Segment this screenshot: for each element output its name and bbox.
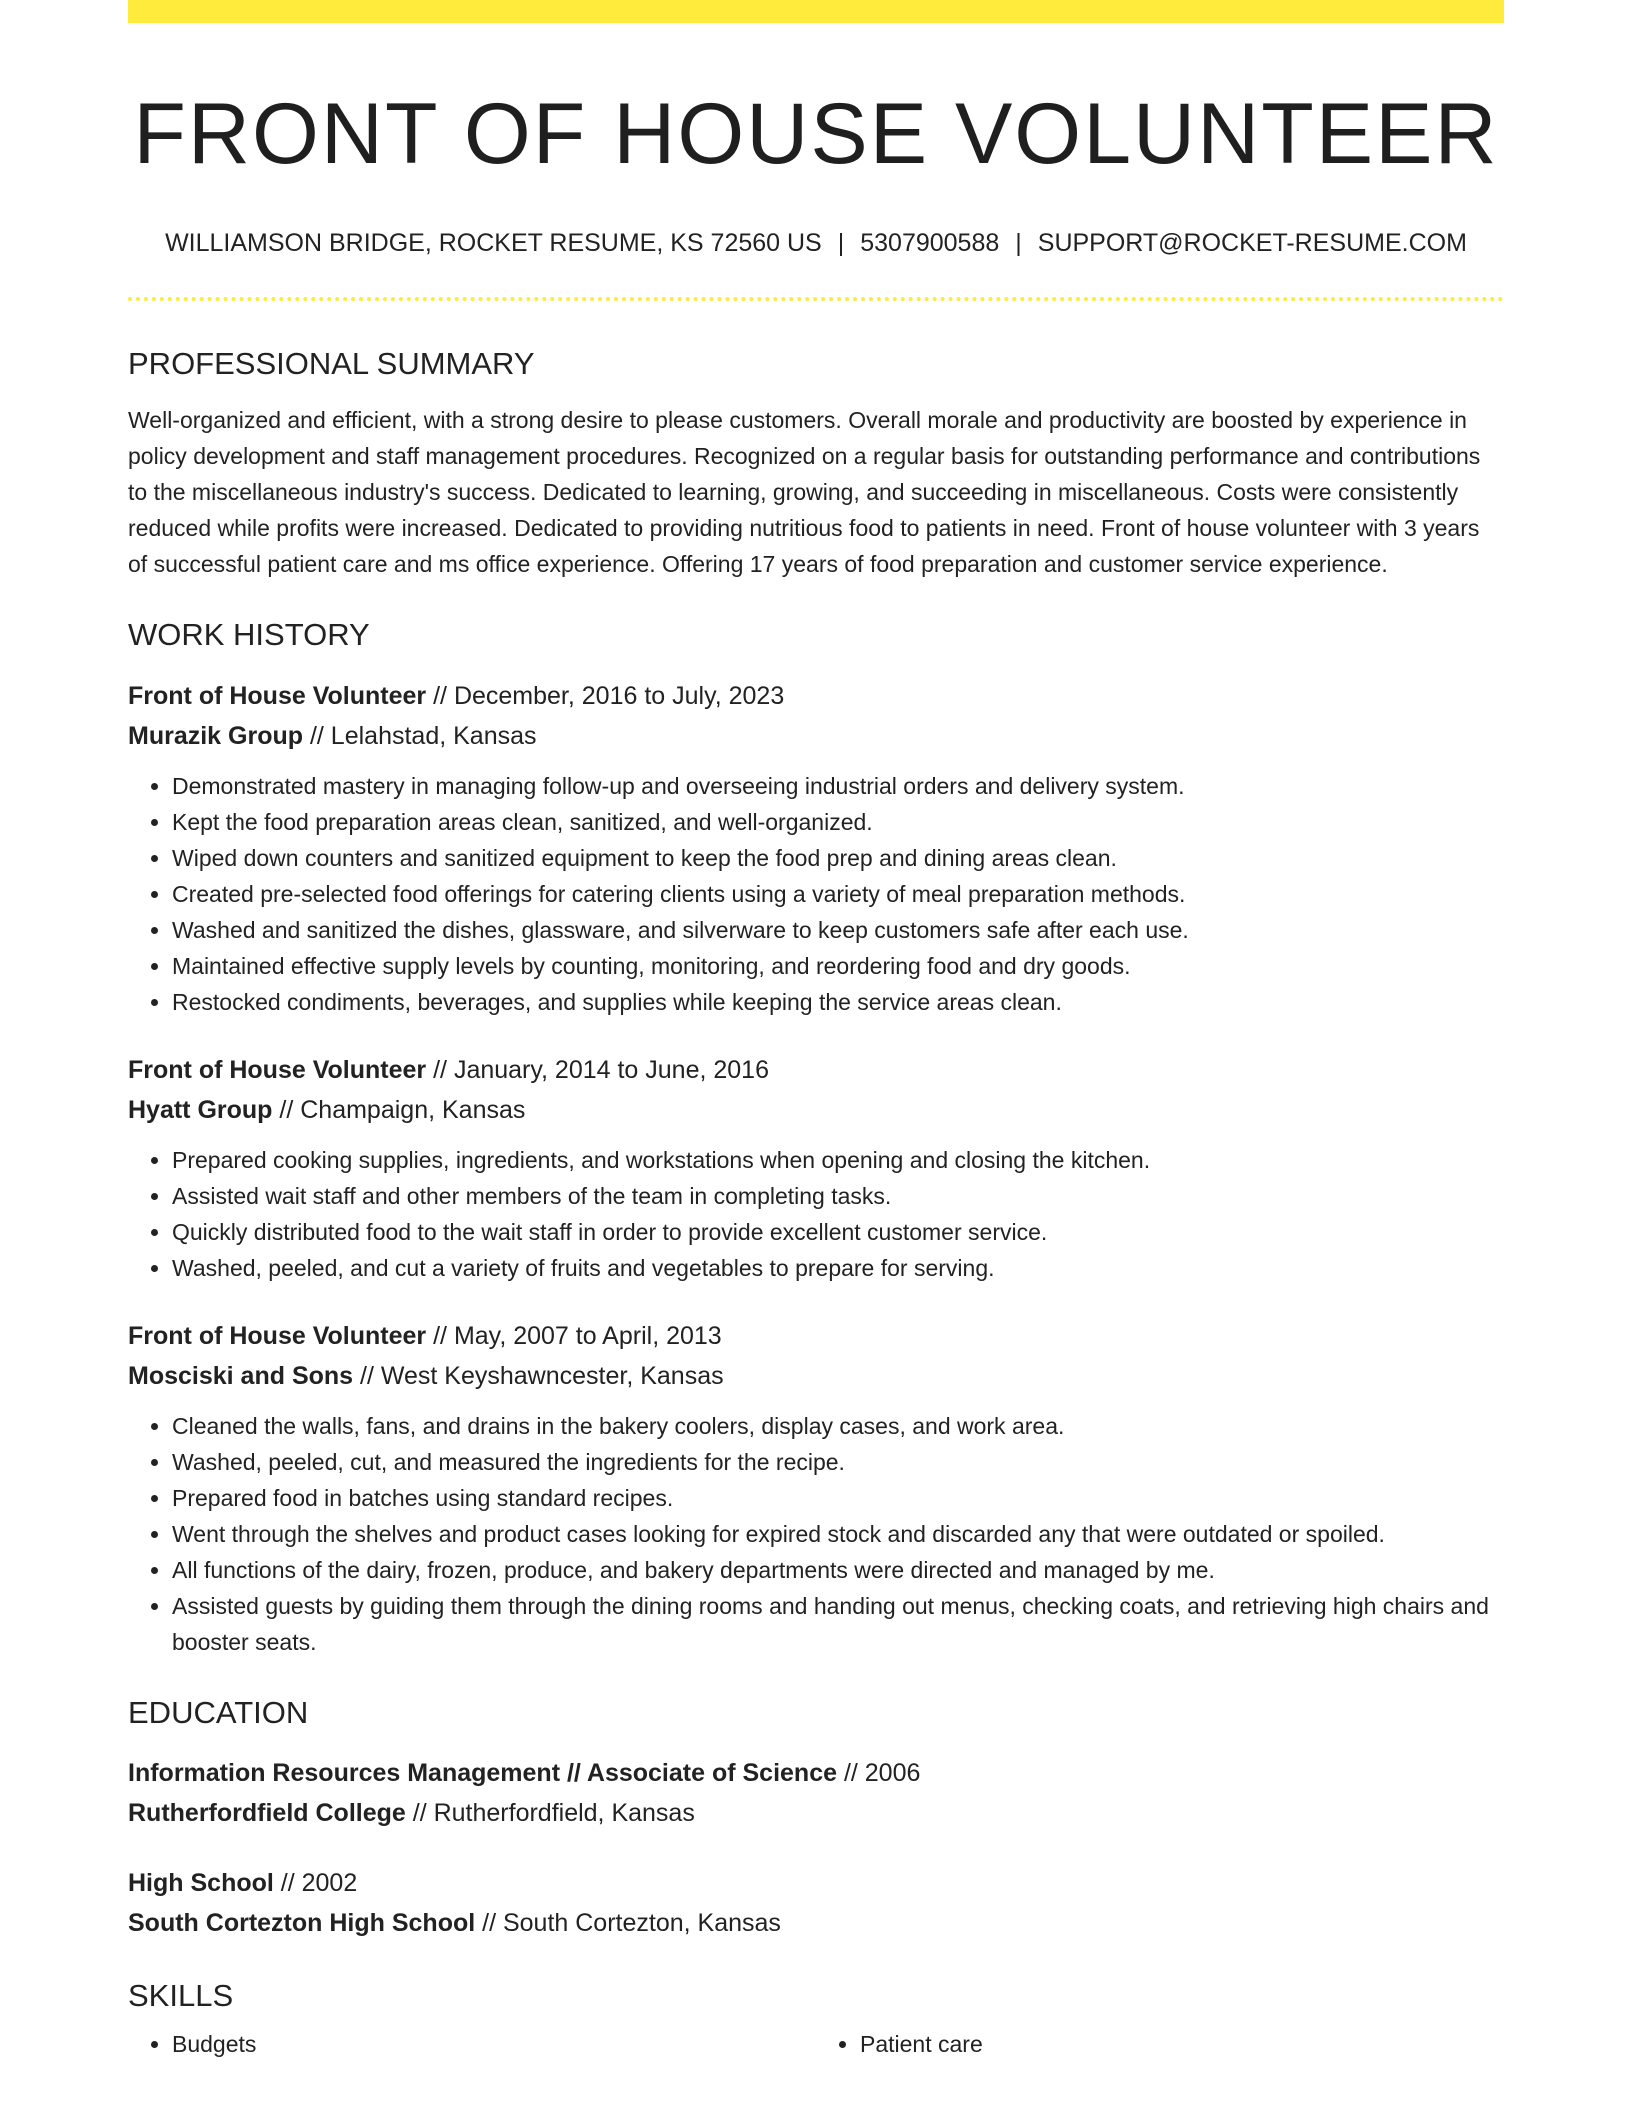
list-item: • Washed, peeled, cut, and measured the ingredients for the recipe. — [172, 1444, 1504, 1480]
job-location: // Lelahstad, Kansas — [303, 721, 537, 750]
skills-right-column — [816, 2026, 1504, 2062]
job-entry — [128, 1316, 1504, 1660]
skills-heading: SKILLS — [128, 1977, 234, 2013]
education-school-line — [128, 1793, 1504, 1833]
list-item: • Cleaned the walls, fans, and drains in the bakery coolers, display cases, and work area. — [172, 1408, 1504, 1444]
job-company-line — [128, 1090, 1504, 1130]
list-item: • Restocked condiments, beverages, and supplies while keeping the service areas clean. — [172, 984, 1504, 1020]
contact-separator: | — [837, 229, 845, 258]
job-dates: // May, 2007 to April, 2013 — [426, 1321, 722, 1350]
job-entry — [128, 676, 1504, 1020]
contact-separator: | — [1015, 229, 1022, 258]
job-company: Mosciski and Sons — [128, 1361, 354, 1390]
list-item: • Assisted guests by guiding them through the dining rooms and handing out menus, checking coats, and retrieving high chairs and booster seats. — [172, 1588, 1504, 1660]
resume-name: FRONT OF HOUSE VOLUNTEER — [133, 86, 1499, 182]
list-item: • Washed, peeled, and cut a variety of fruits and vegetables to prepare for serving. — [172, 1250, 1504, 1286]
list-item: • All functions of the dairy, frozen, produce, and bakery departments were directed and managed by me. — [172, 1552, 1504, 1588]
list-item: • Went through the shelves and product cases looking for expired stock and discarded any that were outdated or spoiled. — [172, 1516, 1504, 1552]
list-item: • Patient care — [860, 2026, 1504, 2062]
job-bullets — [128, 768, 1504, 1020]
education-heading: EDUCATION — [128, 1694, 309, 1730]
job-title-line — [128, 1316, 1504, 1356]
list-item: • Kept the food preparation areas clean, sanitized, and well-organized. — [172, 804, 1504, 840]
job-dates: // December, 2016 to July, 2023 — [426, 681, 785, 710]
education-location: // Rutherfordfield, Kansas — [405, 1798, 695, 1827]
list-item: • Maintained effective supply levels by counting, monitoring, and reordering food and dry goods. — [172, 948, 1504, 984]
contact-phone: 5307900588 — [860, 229, 1000, 258]
skills-left-column — [128, 2026, 816, 2062]
job-location: // Champaign, Kansas — [272, 1095, 526, 1124]
education-degree: High School — [128, 1868, 274, 1897]
top-accent-bar — [128, 0, 1504, 23]
job-title-line — [128, 1050, 1504, 1090]
job-bullets — [128, 1408, 1504, 1660]
resume-page — [128, 0, 1504, 2062]
job-role: Front of House Volunteer — [128, 1055, 427, 1084]
education-entry — [128, 1753, 1504, 1833]
job-location: // West Keyshawncester, Kansas — [353, 1361, 724, 1390]
list-item: • Prepared cooking supplies, ingredients, and workstations when opening and closing the kitchen. — [172, 1142, 1504, 1178]
list-item: • Budgets — [172, 2026, 816, 2062]
dotted-divider — [128, 297, 1504, 301]
work-history-heading: WORK HISTORY — [128, 617, 370, 653]
list-item: • Quickly distributed food to the wait staff in order to provide excellent customer service. — [172, 1214, 1504, 1250]
education-school: South Cortezton High School — [128, 1908, 476, 1937]
summary-text: Well-organized and efficient, with a strong desire to please customers. Overall morale and productivity are boosted by experience in policy development and staff management procedures. Recognized on a regular basis for outstanding performance and contributions to the miscellaneous industry's success. Dedicated to learning, growing, and succeeding in miscellaneous. Costs were consistently reduced while profits were increased. Dedicated to providing nutritious food to patients in need. Front of house volunteer with 3 years of successful patient care and ms office experience. Offering 17 years of food preparation and customer service experience. — [128, 407, 1481, 578]
list-item: • Assisted wait staff and other members of the team in completing tasks. — [172, 1178, 1504, 1214]
contact-address: WILLIAMSON BRIDGE, ROCKET RESUME, KS 72560 US — [165, 229, 822, 258]
list-item: • Washed and sanitized the dishes, glassware, and silverware to keep customers safe after each use. — [172, 912, 1504, 948]
contact-line — [128, 228, 1504, 258]
list-item: • Created pre-selected food offerings for catering clients using a variety of meal preparation methods. — [172, 876, 1504, 912]
education-location: // South Cortezton, Kansas — [475, 1908, 781, 1937]
job-dates: // January, 2014 to June, 2016 — [426, 1055, 769, 1084]
education-degree: Information Resources Management // Associate of Science — [128, 1758, 837, 1787]
education-year: // 2002 — [273, 1868, 358, 1897]
education-degree-line — [128, 1863, 1504, 1903]
job-company-line — [128, 1356, 1504, 1396]
job-company: Hyatt Group — [128, 1095, 273, 1124]
education-year: // 2006 — [837, 1758, 921, 1787]
job-entry — [128, 1050, 1504, 1286]
job-role: Front of House Volunteer — [128, 681, 427, 710]
education-school-line — [128, 1903, 1504, 1943]
job-title-line — [128, 676, 1504, 716]
job-role: Front of House Volunteer — [128, 1321, 427, 1350]
education-school: Rutherfordfield College — [128, 1798, 406, 1827]
job-company: Murazik Group — [128, 721, 304, 750]
job-company-line — [128, 716, 1504, 756]
list-item: • Prepared food in batches using standard recipes. — [172, 1480, 1504, 1516]
contact-email: SUPPORT@ROCKET-RESUME.COM — [1037, 229, 1467, 258]
summary-heading: PROFESSIONAL SUMMARY — [128, 346, 535, 382]
list-item: • Demonstrated mastery in managing follow-up and overseeing industrial orders and delivery system. — [172, 768, 1504, 804]
list-item: • Wiped down counters and sanitized equipment to keep the food prep and dining areas clean. — [172, 840, 1504, 876]
education-degree-line — [128, 1753, 1504, 1793]
skills-columns — [128, 2026, 1504, 2062]
education-entry — [128, 1863, 1504, 1943]
job-bullets — [128, 1142, 1504, 1286]
